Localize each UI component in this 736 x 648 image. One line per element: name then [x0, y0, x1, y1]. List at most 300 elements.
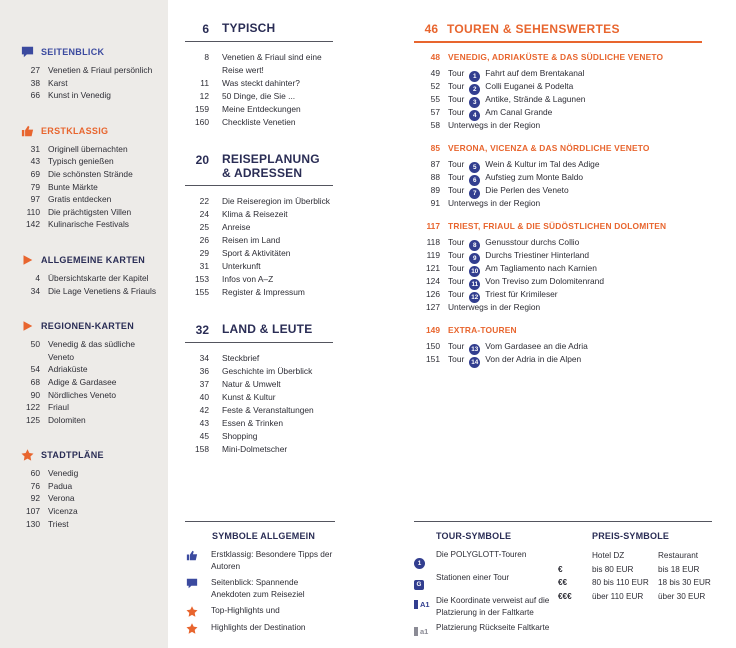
price-symbol: € [558, 564, 563, 574]
toc-entry [185, 352, 333, 365]
toc-entry [185, 221, 333, 234]
tours-section [414, 221, 706, 314]
page-number: 88 [430, 172, 440, 182]
entry-label: Vicenza [48, 506, 78, 517]
entry-content [448, 106, 706, 119]
entry-label: Kunst in Venedig [48, 90, 111, 101]
page-number: 149 [426, 325, 440, 335]
entry-label: Die Perlen des Veneto [485, 185, 569, 195]
toc-section [185, 153, 400, 299]
page-number: 89 [430, 185, 440, 195]
page-number: 79 [30, 181, 40, 192]
sidebar-section-items [20, 64, 160, 102]
price-row [558, 590, 712, 604]
price-row [558, 563, 712, 577]
page-number: 121 [426, 263, 440, 273]
entry-label: Wein & Kultur im Tal des Adige [485, 159, 600, 169]
tours-section [414, 143, 706, 210]
toc-entry [185, 443, 333, 456]
section-title: VERONA, VICENZA & DAS NÖRDLICHE VENETO [448, 143, 650, 153]
toc-entry [414, 249, 706, 262]
legend-label: Top-Highlights und [211, 605, 280, 615]
toc-entry [185, 417, 333, 430]
toc-entry [185, 365, 333, 378]
legend-items [414, 549, 558, 641]
toc-entry [20, 338, 160, 363]
entry-label: Venetien & Friaul sind eine Reise wert! [222, 52, 322, 75]
entry-label: Genusstour durchs Collio [485, 237, 580, 247]
tours-section-items [414, 158, 706, 210]
entry-content [448, 262, 706, 275]
main-contents-column [168, 0, 400, 648]
entry-label: Mini-Dolmetscher [222, 444, 288, 454]
tour-number-badge-icon: 7 [469, 188, 480, 199]
toc-entry [20, 64, 160, 77]
entry-label: Natur & Umwelt [222, 379, 281, 389]
toc-entry [185, 195, 333, 208]
entry-label: Anreise [222, 222, 251, 232]
tour-word: Tour [448, 172, 465, 182]
legend-item [414, 549, 558, 568]
page-number: 20 [195, 153, 209, 167]
toc-entry [185, 116, 333, 129]
toc-entry [185, 208, 333, 221]
entry-content [448, 158, 706, 171]
page-number: 159 [195, 104, 209, 114]
bottom-legend [414, 521, 712, 645]
thumb-up-icon [185, 550, 199, 572]
price-symbol: €€€ [558, 591, 572, 601]
page-number: 11 [200, 78, 209, 88]
toc-entry [185, 103, 333, 116]
toc-entry [414, 301, 706, 314]
toc-entry [185, 430, 333, 443]
toc-entry [20, 168, 160, 181]
toc-entry [414, 106, 706, 119]
page-number: 110 [26, 206, 40, 217]
sidebar-section-heading [20, 125, 160, 137]
tour-number-badge-icon: 12 [471, 293, 479, 301]
page-number: 49 [430, 68, 440, 78]
page-number: 43 [199, 418, 209, 428]
price-rows [558, 563, 712, 604]
entry-label: Checkliste Venetien [222, 117, 296, 127]
tours-column [400, 0, 736, 648]
entry-content [448, 80, 706, 93]
legend-label: Seitenblick: Spannende Anekdoten zum Reiseziel [211, 577, 305, 599]
page-number: 34 [199, 353, 209, 363]
sidebar-section-items [20, 143, 160, 231]
tour-word: Tour [448, 276, 465, 286]
toc-entry [414, 262, 706, 275]
legend-item [185, 622, 335, 634]
entry-label: Reisen im Land [222, 235, 281, 245]
toc-entry [185, 273, 333, 286]
toc-entry [414, 353, 706, 366]
legend-icon-cell [414, 595, 431, 618]
page-number: 24 [199, 209, 209, 219]
entry-label: Die Reiseregion im Überblick [222, 196, 330, 206]
page-number: 8 [204, 52, 209, 62]
entry-label: Steckbrief [222, 353, 260, 363]
toc-entry [20, 518, 160, 531]
toc-entry [414, 119, 706, 132]
page-number: 46 [424, 22, 438, 36]
page-number: 22 [199, 196, 209, 206]
page-number: 12 [199, 91, 209, 101]
tour-number-badge-icon: 6 [469, 175, 480, 186]
entry-label: Fahrt auf dem Brentakanal [485, 68, 585, 78]
legend-label: Die POLYGLOTT-Touren [436, 550, 527, 559]
toc-section [185, 323, 400, 456]
page-number: 158 [195, 444, 209, 454]
legend-item [185, 605, 335, 617]
tour-number-badge-icon: 14 [471, 358, 479, 366]
toc-entry [20, 155, 160, 168]
legend-item [414, 595, 558, 618]
map-coordinate-icon: A1 [414, 600, 430, 609]
tour-word: Tour [448, 354, 465, 364]
entry-content [448, 275, 706, 288]
page-number: 60 [30, 468, 40, 479]
page-number: 58 [430, 120, 440, 130]
toc-entry [20, 77, 160, 90]
page-number: 68 [30, 376, 40, 387]
entry-label: Antike, Strände & Lagunen [485, 94, 586, 104]
page-number: 32 [195, 323, 209, 337]
speech-bubble-icon [20, 46, 35, 58]
page-number: 117 [426, 221, 440, 231]
tours-section [414, 325, 706, 366]
price-col-restaurant-header: Restaurant [658, 551, 699, 560]
toc-entry [414, 80, 706, 93]
page-number: 52 [430, 81, 440, 91]
tours-section-items [414, 67, 706, 132]
entry-label: Gratis entdecken [48, 194, 112, 205]
tour-number-badge-icon: 5 [469, 162, 480, 173]
page-number: 50 [30, 339, 40, 350]
entry-label: Von Treviso zum Dolomitenrand [485, 276, 604, 286]
entry-label: Register & Impressum [222, 287, 305, 297]
price-header-row [558, 549, 712, 563]
page-number: 69 [30, 168, 40, 179]
tours-section-items [414, 340, 706, 366]
page-number: 43 [30, 156, 40, 167]
toc-entry [20, 505, 160, 518]
toc-entry [20, 218, 160, 231]
legend-icon-cell [414, 622, 431, 641]
toc-entry [185, 260, 333, 273]
toc-section [185, 22, 400, 129]
toc-entry [20, 389, 160, 402]
toc-entry [414, 340, 706, 353]
page-number: 37 [199, 379, 209, 389]
entry-label: Kunst & Kultur [222, 392, 276, 402]
entry-label: Originell übernachten [48, 143, 128, 154]
toc-entry [185, 77, 333, 90]
sidebar-section-heading [20, 254, 160, 266]
page-number: 119 [426, 250, 440, 260]
entry-label: Kulinarische Festivals [48, 219, 129, 230]
page-number: 76 [30, 480, 40, 491]
entry-content [448, 340, 706, 353]
page-number: 160 [195, 117, 209, 127]
entry-label: Am Tagliamento nach Karnien [485, 263, 597, 273]
page-number: 118 [426, 237, 440, 247]
page-number: 45 [199, 431, 209, 441]
entry-label: Am Canal Grande [485, 107, 553, 117]
page-number: 142 [26, 219, 40, 230]
entry-label: Klima & Reisezeit [222, 209, 288, 219]
toc-entry [414, 158, 706, 171]
entry-content [448, 197, 706, 210]
entry-label: Venedig [48, 468, 79, 479]
entry-label: Essen & Trinken [222, 418, 283, 428]
entry-label: Unterwegs in der Region [448, 302, 541, 312]
toc-entry [20, 181, 160, 194]
tour-number-badge-icon: 2 [469, 84, 480, 95]
toc-section-items [185, 195, 400, 299]
sidebar-section-items [20, 272, 160, 297]
page-number: 55 [430, 94, 440, 104]
price-symbol [558, 549, 592, 563]
tour-word: Tour [448, 185, 465, 195]
toc-entry [414, 93, 706, 106]
tour-word: Tour [448, 237, 465, 247]
entry-label: Unterwegs in der Region [448, 198, 541, 208]
sidebar-section [20, 125, 160, 231]
toc-entry [20, 89, 160, 102]
entry-label: Bunte Märkte [48, 181, 98, 192]
tours-section-heading [414, 221, 706, 232]
toc-entry [185, 234, 333, 247]
entry-label: Venedig & das südliche Veneto [48, 339, 136, 362]
entry-label: Colli Euganei & Podelta [485, 81, 574, 91]
tour-number-badge-icon: 3 [469, 97, 480, 108]
entry-label: Padua [48, 480, 73, 491]
entry-label: Durchs Triestiner Hinterland [485, 250, 590, 260]
general-symbols-legend [185, 521, 335, 639]
entry-label: Infos von A–Z [222, 274, 274, 284]
entry-label: Aufstieg zum Monte Baldo [485, 172, 584, 182]
entry-label: Von der Adria in die Alpen [485, 354, 582, 364]
page-number: 54 [30, 364, 40, 375]
sidebar-section-title: ALLGEMEINE KARTEN [41, 254, 146, 265]
toc-entry [20, 401, 160, 414]
sidebar-section-items [20, 338, 160, 426]
tour-number-badge-icon: 9 [469, 253, 480, 264]
tour-number-badge-icon: 8 [469, 240, 480, 251]
page-number: 66 [30, 90, 40, 101]
entry-label: Was steckt dahinter? [222, 78, 300, 88]
legend-label: Stationen einer Tour [436, 573, 510, 582]
page-number: 127 [426, 302, 440, 312]
section-title: VENEDIG, ADRIAKÜSTE & DAS SÜDLICHE VENETO [448, 52, 664, 62]
sidebar-section [20, 254, 160, 297]
price-symbol: €€ [558, 578, 568, 587]
tours-main-heading [414, 22, 702, 43]
section-title: TOUREN & SEHENSWERTES [447, 22, 620, 36]
toc-section-items [185, 352, 400, 456]
toc-section-items [185, 51, 400, 129]
tour-word: Tour [448, 341, 465, 351]
toc-entry [414, 275, 706, 288]
page-number: 155 [195, 287, 209, 297]
sidebar-section [20, 320, 160, 426]
section-title: TRIEST, FRIAUL & DIE SÜDÖSTLICHEN DOLOMITEN [448, 221, 667, 231]
page-number: 125 [26, 414, 40, 425]
tour-word: Tour [448, 94, 465, 104]
toc-entry [20, 143, 160, 156]
toc-entry [414, 197, 706, 210]
page-number: 6 [202, 22, 209, 36]
entry-label: Triest [48, 518, 69, 529]
entry-content [448, 353, 706, 366]
tour-number-badge-icon: 10 [471, 267, 479, 275]
entry-label: Karst [48, 77, 68, 88]
tour-word: Tour [448, 68, 465, 78]
star-icon [185, 623, 199, 634]
price-hotel-value: über 110 EUR [592, 591, 644, 601]
page-number: 4 [35, 272, 40, 283]
tour-word: Tour [448, 159, 465, 169]
entry-label: 50 Dinge, die Sie ... [222, 91, 296, 101]
toc-entry [414, 184, 706, 197]
toc-section-heading [185, 323, 333, 343]
entry-content [448, 119, 706, 132]
price-hotel-value: 80 bis 110 EUR [592, 578, 649, 587]
page-number: 150 [426, 341, 440, 351]
sidebar-section-heading [20, 46, 160, 58]
tour-number-badge-icon: 1 [414, 558, 425, 569]
entry-label: Geschichte im Überblick [222, 366, 313, 376]
toc-entry [414, 236, 706, 249]
entry-label: Triest für Krimileser [485, 289, 558, 299]
toc-entry [20, 492, 160, 505]
entry-label: Die schönsten Strände [48, 168, 133, 179]
legend-icon-cell [414, 549, 431, 568]
price-col-hotel-header: Hotel DZ [592, 551, 625, 560]
sidebar-section [20, 46, 160, 102]
entry-label: Venetien & Friaul persönlich [48, 65, 153, 75]
toc-entry [185, 51, 333, 77]
entry-label: Unterwegs in der Region [448, 120, 541, 130]
entry-label: Nördliches Veneto [48, 389, 116, 400]
entry-label: Meine Entdeckungen [222, 104, 301, 114]
page-number: 90 [30, 389, 40, 400]
price-restaurant-value: bis 18 EUR [658, 564, 700, 574]
toc-entry [20, 272, 160, 285]
tour-number-badge-icon: 11 [469, 279, 480, 290]
legend-item [414, 572, 558, 591]
legend-item [185, 577, 335, 600]
page-number: 31 [30, 143, 40, 154]
entry-content [448, 184, 706, 197]
tour-word: Tour [448, 250, 465, 260]
legend-title: SYMBOLE ALLGEMEIN [212, 531, 316, 541]
entry-label: Die Lage Venetiens & Friauls [48, 285, 157, 296]
legend-title: TOUR-SYMBOLE [436, 531, 512, 541]
page-number: 25 [199, 222, 209, 232]
page-number: 48 [430, 52, 440, 62]
toc-entry [20, 480, 160, 493]
section-title: REISEPLANUNG & ADRESSEN [222, 152, 320, 180]
legend-icon-cell [414, 572, 431, 591]
star-icon [185, 606, 199, 617]
page-number: 31 [199, 261, 209, 271]
page-number: 34 [30, 285, 40, 296]
toc-entry [185, 286, 333, 299]
sidebar-section-title: REGIONEN-KARTEN [41, 321, 135, 332]
entry-content [448, 171, 706, 184]
sidebar [0, 0, 168, 648]
tour-station-badge-icon: G [414, 580, 424, 590]
tours-section-heading [414, 325, 706, 336]
page-number: 29 [199, 248, 209, 258]
toc-entry [20, 193, 160, 206]
page-number: 36 [199, 366, 209, 376]
page-number: 92 [30, 493, 40, 504]
toc-entry [20, 376, 160, 389]
toc-entry [185, 404, 333, 417]
star-icon [20, 449, 35, 461]
toc-entry [414, 67, 706, 80]
entry-label: Vom Gardasee an die Adria [485, 341, 588, 351]
entry-label: Die prächtigsten Villen [48, 206, 132, 217]
legend-label: Erstklassig: Besondere Tipps der Autoren [211, 549, 333, 571]
entry-label: Übersichtskarte der Kapitel [48, 272, 149, 283]
page-number: 122 [26, 402, 40, 413]
page-number: 126 [426, 289, 440, 299]
toc-section-heading [185, 22, 333, 42]
price-restaurant-value: 18 bis 30 EUR [658, 578, 711, 587]
toc-section-heading [185, 153, 333, 186]
entry-label: Verona [48, 493, 75, 504]
toc-entry [185, 391, 333, 404]
legend-title: PREIS-SYMBOLE [592, 531, 670, 541]
entry-label: Friaul [48, 402, 69, 413]
tour-word: Tour [448, 107, 465, 117]
toc-entry [20, 285, 160, 298]
page-number: 151 [426, 354, 440, 364]
toc-entry [185, 90, 333, 103]
section-title: EXTRA-TOUREN [448, 325, 517, 335]
page-number: 87 [430, 159, 440, 169]
sidebar-section-heading [20, 320, 160, 332]
sidebar-sections [20, 46, 160, 530]
tour-number-badge-icon: 13 [471, 345, 479, 353]
legend-label: Highlights der Destination [211, 622, 306, 632]
section-title: LAND & LEUTE [222, 322, 313, 336]
toc-entry [20, 467, 160, 480]
toc-entry [20, 414, 160, 427]
page-number: 153 [195, 274, 209, 284]
toc-entry [185, 378, 333, 391]
page-number: 38 [30, 77, 40, 88]
triangle-icon [20, 320, 35, 332]
page-number: 40 [199, 392, 209, 402]
price-symbols-legend [558, 531, 712, 645]
tours-section-items [414, 236, 706, 314]
toc-entry [414, 288, 706, 301]
sidebar-section-title: STADTPLÄNE [41, 450, 104, 461]
page-number: 107 [26, 506, 40, 517]
entry-label: Sport & Aktivitäten [222, 248, 291, 258]
legend-items [185, 549, 335, 634]
entry-label: Shopping [222, 431, 258, 441]
price-row [558, 576, 712, 590]
legend-label: Platzierung Rückseite Faltkarte [436, 623, 550, 632]
